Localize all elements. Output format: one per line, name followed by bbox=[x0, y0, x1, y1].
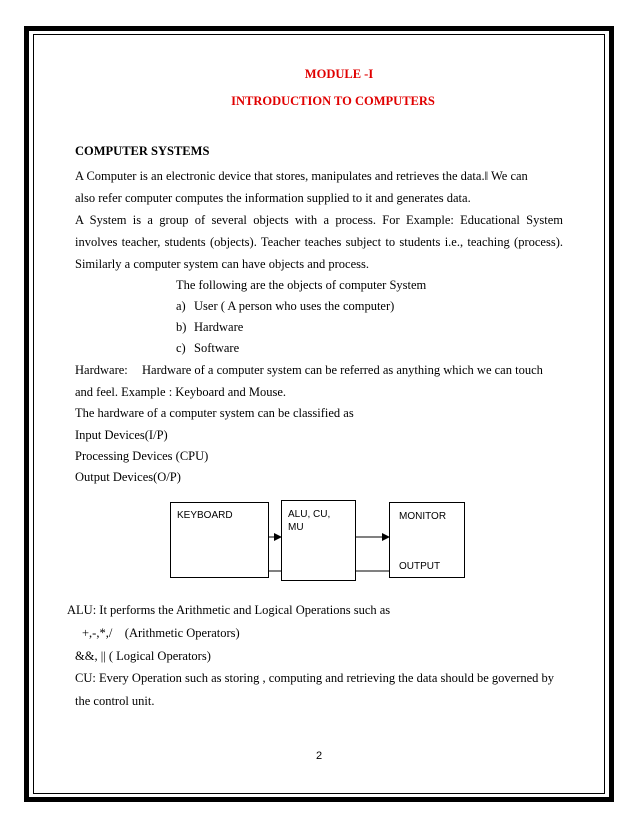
list-item: Hardware bbox=[194, 320, 244, 334]
note-line: the control unit. bbox=[75, 694, 155, 708]
paragraph-line: A System is a group of several objects with a process. For Example: Educational System bbox=[75, 213, 563, 227]
list-marker: b) bbox=[176, 320, 187, 334]
paragraph-line: A Computer is an electronic device that stores, manipulates and retrieves the data.‖ We can bbox=[75, 169, 528, 183]
note-line: CU: Every Operation such as storing , computing and retrieving the data should be governed by bbox=[75, 671, 555, 685]
monitor-label: MONITOR bbox=[399, 511, 447, 522]
keyboard-box bbox=[170, 502, 269, 578]
paragraph-line: Processing Devices (CPU) bbox=[75, 449, 209, 463]
paragraph-line: The following are the objects of computer System bbox=[176, 278, 427, 292]
paragraph-line: Hardware of a computer system can be referred as anything which we can touch bbox=[142, 363, 543, 377]
list-item: Software bbox=[194, 341, 240, 355]
output-label: OUTPUT bbox=[399, 561, 441, 572]
module-title: MODULE -I bbox=[304, 67, 374, 81]
keyboard-label: KEYBOARD bbox=[177, 510, 233, 521]
list-marker: a) bbox=[176, 299, 186, 313]
section-heading: COMPUTER SYSTEMS bbox=[75, 144, 210, 158]
note-line: &&, || ( Logical Operators) bbox=[75, 649, 211, 663]
note-line: +,-,*,/ (Arithmetic Operators) bbox=[82, 626, 240, 640]
note-line: ALU: It performs the Arithmetic and Logical Operations such as bbox=[67, 603, 391, 617]
paragraph-line: Similarly a computer system can have objects and process. bbox=[75, 257, 370, 271]
list-item: User ( A person who uses the computer) bbox=[194, 299, 395, 313]
hardware-label: Hardware: bbox=[75, 363, 128, 377]
paragraph-line: The hardware of a computer system can be classified as bbox=[75, 406, 354, 420]
cpu-label: ALU, CU, MU bbox=[288, 509, 331, 533]
paragraph-line: Input Devices(I/P) bbox=[75, 428, 168, 442]
paragraph-line: Output Devices(O/P) bbox=[75, 470, 181, 484]
page-number: 2 bbox=[316, 750, 323, 762]
page-title: INTRODUCTION TO COMPUTERS bbox=[231, 94, 435, 108]
list-marker: c) bbox=[176, 341, 186, 355]
paragraph-line: and feel. Example : Keyboard and Mouse. bbox=[75, 385, 287, 399]
paragraph-line: involves teacher, students (objects). Teacher teaches subject to students i.e., teaching (process). bbox=[75, 235, 563, 249]
paragraph-line: also refer computer computes the information supplied to it and generates data. bbox=[75, 191, 471, 205]
cpu-box bbox=[281, 500, 356, 581]
monitor-box bbox=[389, 502, 465, 578]
